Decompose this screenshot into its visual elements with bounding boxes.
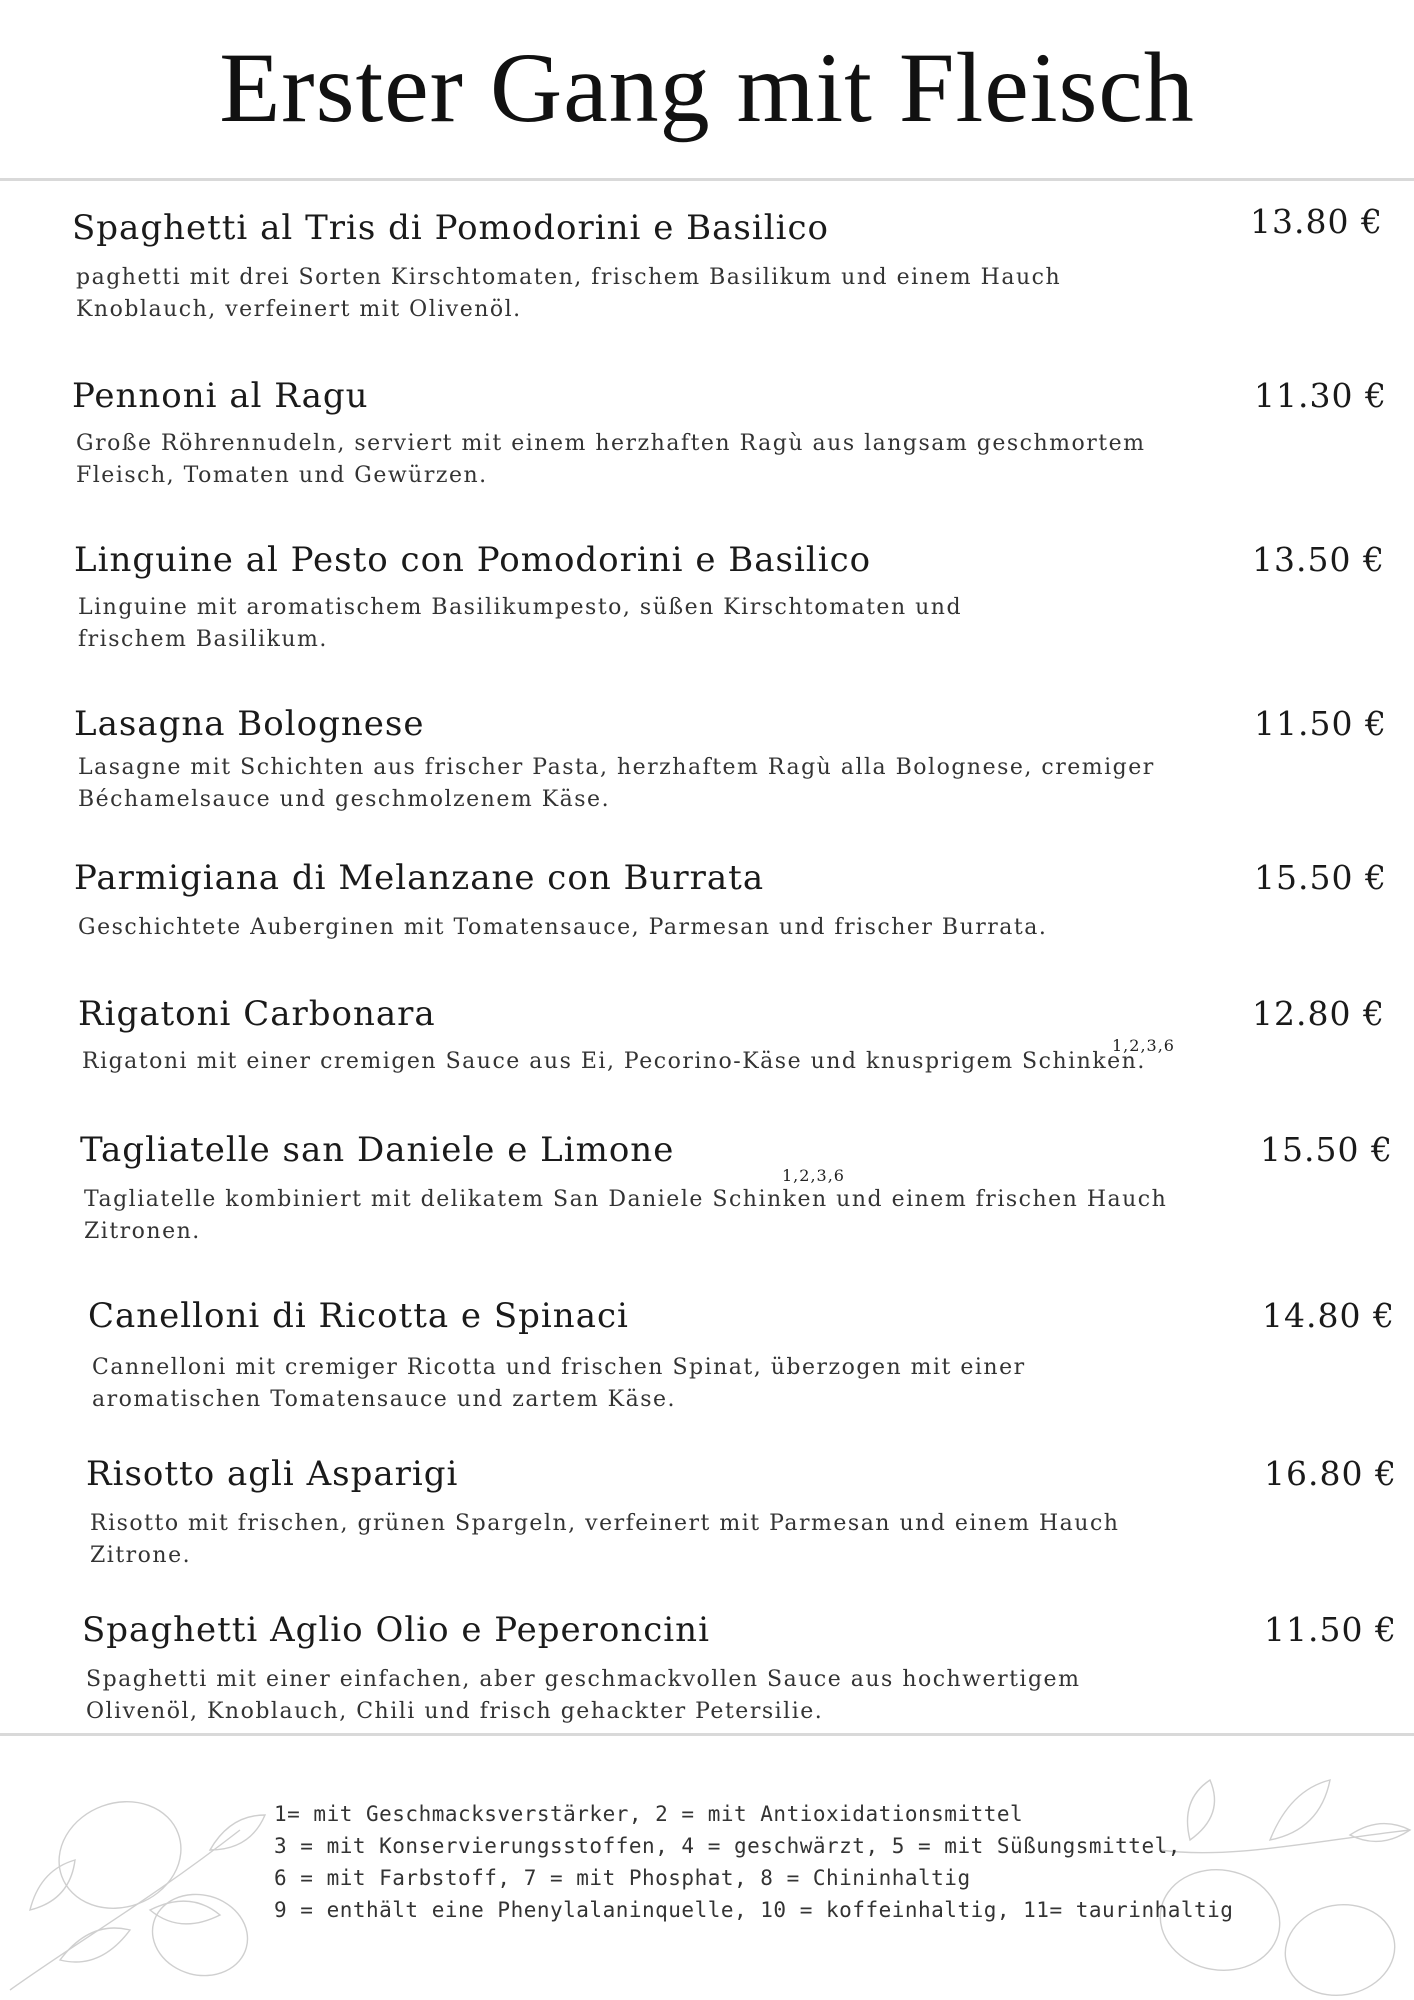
dish-description: Rigatoni mit einer cremigen Sauce aus Ei, Pecorino-Käse und knusprigem Schinken. bbox=[82, 1049, 1146, 1074]
dish-price: 15.50 € bbox=[1260, 1130, 1393, 1169]
dish-name: Lasagna Bolognese bbox=[74, 704, 425, 744]
dish-description: Lasagne mit Schichten aus frischer Pasta, herzhaftem Ragù alla Bolognese, cremiger Béchamelsauce und geschmolzenem Käse. bbox=[78, 755, 1155, 812]
legend-line: 6 = mit Farbstoff, 7 = mit Phosphat, 8 = Chininhaltig bbox=[274, 1866, 971, 1890]
top-divider bbox=[0, 178, 1414, 181]
legend-line: 3 = mit Konservierungsstoffen, 4 = geschwärzt, 5 = mit Süßungsmittel, bbox=[274, 1834, 1181, 1858]
dish-price: 15.50 € bbox=[1254, 858, 1387, 897]
dish-name: Spaghetti al Tris di Pomodorini e Basilico bbox=[72, 208, 829, 248]
dish-description: Große Röhrennudeln, serviert mit einem herzhaften Ragù aus langsam geschmortem Fleisch, Tomaten und Gewürzen. bbox=[76, 431, 1146, 488]
dish-description: Geschichtete Auberginen mit Tomatensauce, Parmesan und frischer Burrata. bbox=[78, 915, 1048, 940]
dish-name: Pennoni al Ragu bbox=[72, 376, 369, 416]
dish-name: Tagliatelle san Daniele e Limone bbox=[80, 1130, 675, 1170]
dish-description: Tagliatelle kombiniert mit delikatem San Daniele Schinken und einem frischen Hauch Zitronen. bbox=[84, 1187, 1168, 1244]
dish-name: Spaghetti Aglio Olio e Peperoncini bbox=[82, 1610, 710, 1650]
dish-name: Rigatoni Carbonara bbox=[78, 994, 436, 1034]
dish-description: Risotto mit frischen, grünen Spargeln, verfeinert mit Parmesan und einem Hauch Zitrone. bbox=[90, 1511, 1120, 1568]
lemon-branch-left-icon bbox=[0, 1760, 280, 2000]
dish-name: Parmigiana di Melanzane con Burrata bbox=[74, 858, 765, 898]
bottom-divider bbox=[0, 1733, 1414, 1736]
dish-name: Risotto agli Asparigi bbox=[86, 1454, 459, 1494]
legend-line: 9 = enthält eine Phenylalaninquelle, 10 = koffeinhaltig, 11= taurinhaltig bbox=[274, 1898, 1234, 1922]
dish-description: paghetti mit drei Sorten Kirschtomaten, frischem Basilikum und einem Hauch Knoblauch, verfeinert mit Olivenöl. bbox=[76, 265, 1062, 322]
dish-description: Spaghetti mit einer einfachen, aber geschmackvollen Sauce aus hochwertigem Olivenöl, Knoblauch, Chili und frisch gehackter Petersilie. bbox=[86, 1667, 1081, 1724]
dish-price: 16.80 € bbox=[1264, 1454, 1397, 1493]
dish-price: 11.30 € bbox=[1254, 376, 1387, 415]
allergen-legend bbox=[274, 1798, 1274, 1926]
dish-price: 13.80 € bbox=[1250, 202, 1383, 241]
dish-name: Canelloni di Ricotta e Spinaci bbox=[88, 1296, 629, 1336]
dish-price: 14.80 € bbox=[1262, 1296, 1395, 1335]
dish-price: 13.50 € bbox=[1252, 540, 1385, 579]
page-title: Erster Gang mit Fleisch bbox=[219, 32, 1195, 143]
allergen-codes: 1,2,3,6 bbox=[1112, 1036, 1175, 1055]
dish-description: Cannelloni mit cremiger Ricotta und frischen Spinat, überzogen mit einer aromatischen Tomatensauce und zartem Käse. bbox=[92, 1355, 1026, 1412]
allergen-codes: 1,2,3,6 bbox=[782, 1166, 845, 1185]
dish-price: 12.80 € bbox=[1252, 994, 1385, 1033]
dish-name: Linguine al Pesto con Pomodorini e Basilico bbox=[74, 540, 872, 580]
dish-description: Linguine mit aromatischem Basilikumpesto, süßen Kirschtomaten und frischem Basilikum. bbox=[78, 595, 963, 652]
dish-price: 11.50 € bbox=[1264, 1610, 1397, 1649]
dish-price: 11.50 € bbox=[1254, 704, 1387, 743]
legend-line: 1= mit Geschmacksverstärker, 2 = mit Antioxidationsmittel bbox=[274, 1802, 1024, 1826]
